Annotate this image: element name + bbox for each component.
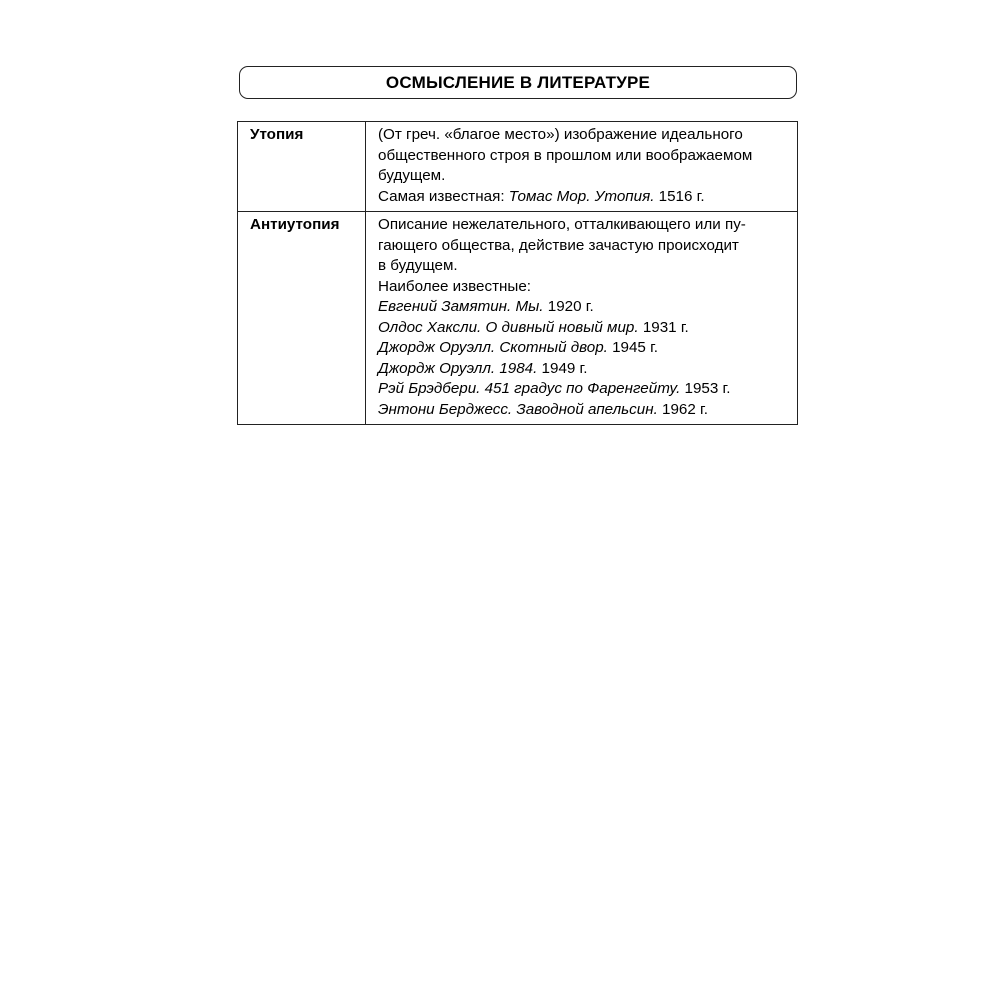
section-title-box [239, 66, 797, 99]
definition-line: Описание нежелательного, отталкивающего или пу- [378, 216, 746, 233]
work-year: 1962 г. [657, 400, 708, 418]
definition-line: гающего общества, действие зачастую происходит [378, 236, 739, 254]
work-title: Рэй Брэдбери. 451 градус по Фаренгейту. [378, 380, 681, 397]
work-title: Джордж Оруэлл. Скотный двор. [378, 339, 608, 356]
work-year: 1953 г. [680, 380, 731, 397]
work-title: Томас Мор. Утопия. [508, 187, 655, 205]
table-row-utopia [238, 122, 798, 212]
work-line [378, 400, 788, 421]
famous-label: Наиболее известные: [378, 277, 531, 295]
table-row-antiutopia [238, 212, 798, 425]
work-line [378, 318, 788, 339]
section-title: ОСМЫСЛЕНИЕ В ЛИТЕРАТУРЕ [385, 72, 651, 92]
famous-work-line [378, 187, 788, 208]
work-title: Джордж Оруэлл. 1984. [378, 359, 538, 377]
work-line [378, 359, 788, 380]
work-title: Олдос Хаксли. О дивный новый мир. [378, 318, 639, 336]
term-label: Утопия [250, 126, 304, 143]
definition-cell [366, 122, 798, 212]
work-title: Энтони Берджесс. Заводной апельсин. [378, 400, 658, 418]
work-year: 1516 г. [654, 187, 705, 205]
work-year: 1931 г. [638, 318, 689, 336]
definition-line: общественного строя в прошлом или воображаемом [378, 146, 753, 164]
definition-line: (От греч. «благое место») изображение идеального [378, 126, 743, 143]
term-cell [238, 122, 366, 212]
work-year: 1949 г. [537, 359, 588, 377]
work-line [378, 379, 788, 400]
work-year: 1945 г. [607, 339, 658, 356]
terms-table [237, 121, 798, 425]
famous-label: Самая известная: [378, 187, 509, 205]
work-title: Евгений Замятин. Мы. [378, 298, 544, 315]
work-year: 1920 г. [543, 298, 594, 315]
work-line [378, 297, 788, 318]
term-label: Антиутопия [250, 216, 340, 233]
definition-cell [366, 212, 798, 425]
term-cell [238, 212, 366, 425]
definition-line: в будущем. [378, 257, 458, 274]
work-line [378, 338, 788, 359]
definition-line: будущем. [378, 167, 446, 184]
